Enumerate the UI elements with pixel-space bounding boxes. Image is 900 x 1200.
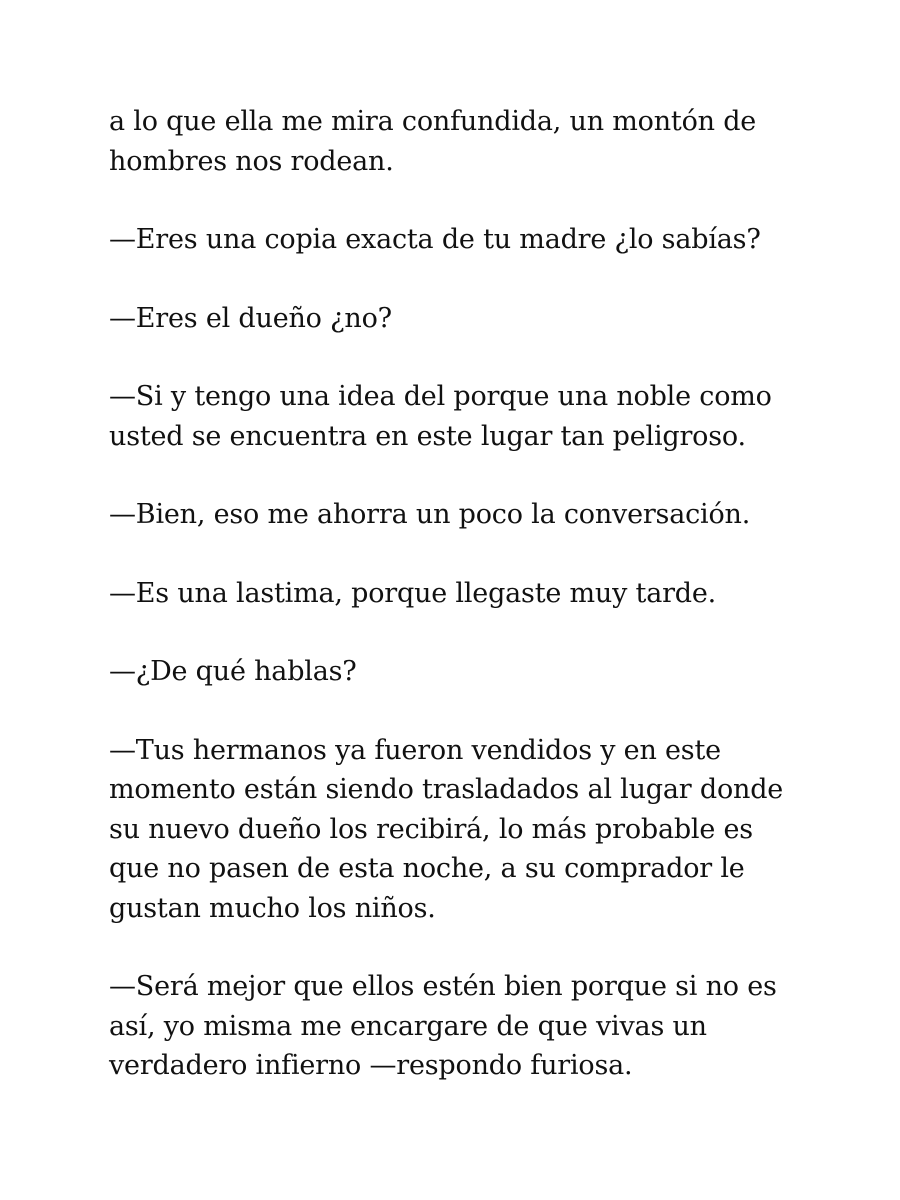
paragraph-1 (109, 102, 799, 181)
paragraph-2 (109, 220, 799, 260)
text-line: a lo que ella me mira confundida, un montón de (109, 106, 757, 137)
text-line: verdadero infierno —respondo furiosa. (109, 1050, 633, 1081)
text-line: así, yo misma me encargare de que vivas un (109, 1010, 707, 1042)
paragraph-5 (109, 495, 799, 535)
paragraph-3 (109, 299, 799, 339)
paragraph-4 (109, 377, 799, 456)
text-line: que no pasen de esta noche, a su comprador le (109, 853, 745, 884)
text-line: momento están siendo trasladados al lugar donde (109, 774, 784, 805)
story-text (109, 102, 799, 1086)
paragraph-7 (109, 652, 799, 692)
text-line: —Será mejor que ellos estén bien porque si no es (109, 971, 777, 1002)
text-line: —Si y tengo una idea del porque una noble como (109, 381, 772, 412)
text-line: —Eres una copia exacta de tu madre ¿lo sabías? (109, 224, 761, 255)
text-line: usted se encuentra en este lugar tan peligroso. (109, 420, 746, 452)
paragraph-9 (109, 967, 799, 1086)
text-line: gustan mucho los niños. (109, 892, 436, 924)
text-line: —Eres el dueño ¿no? (109, 302, 392, 334)
text-line: —Es una lastima, porque llegaste muy tarde. (109, 577, 717, 609)
paragraph-8 (109, 731, 799, 929)
text-line: su nuevo dueño los recibirá, lo más probable es (109, 813, 753, 845)
text-line: —Bien, eso me ahorra un poco la conversación. (109, 499, 751, 530)
text-line: —¿De qué hablas? (109, 656, 357, 687)
paragraph-6 (109, 574, 799, 614)
text-line: hombres nos rodean. (109, 145, 394, 177)
text-line: —Tus hermanos ya fueron vendidos y en este (109, 734, 721, 766)
